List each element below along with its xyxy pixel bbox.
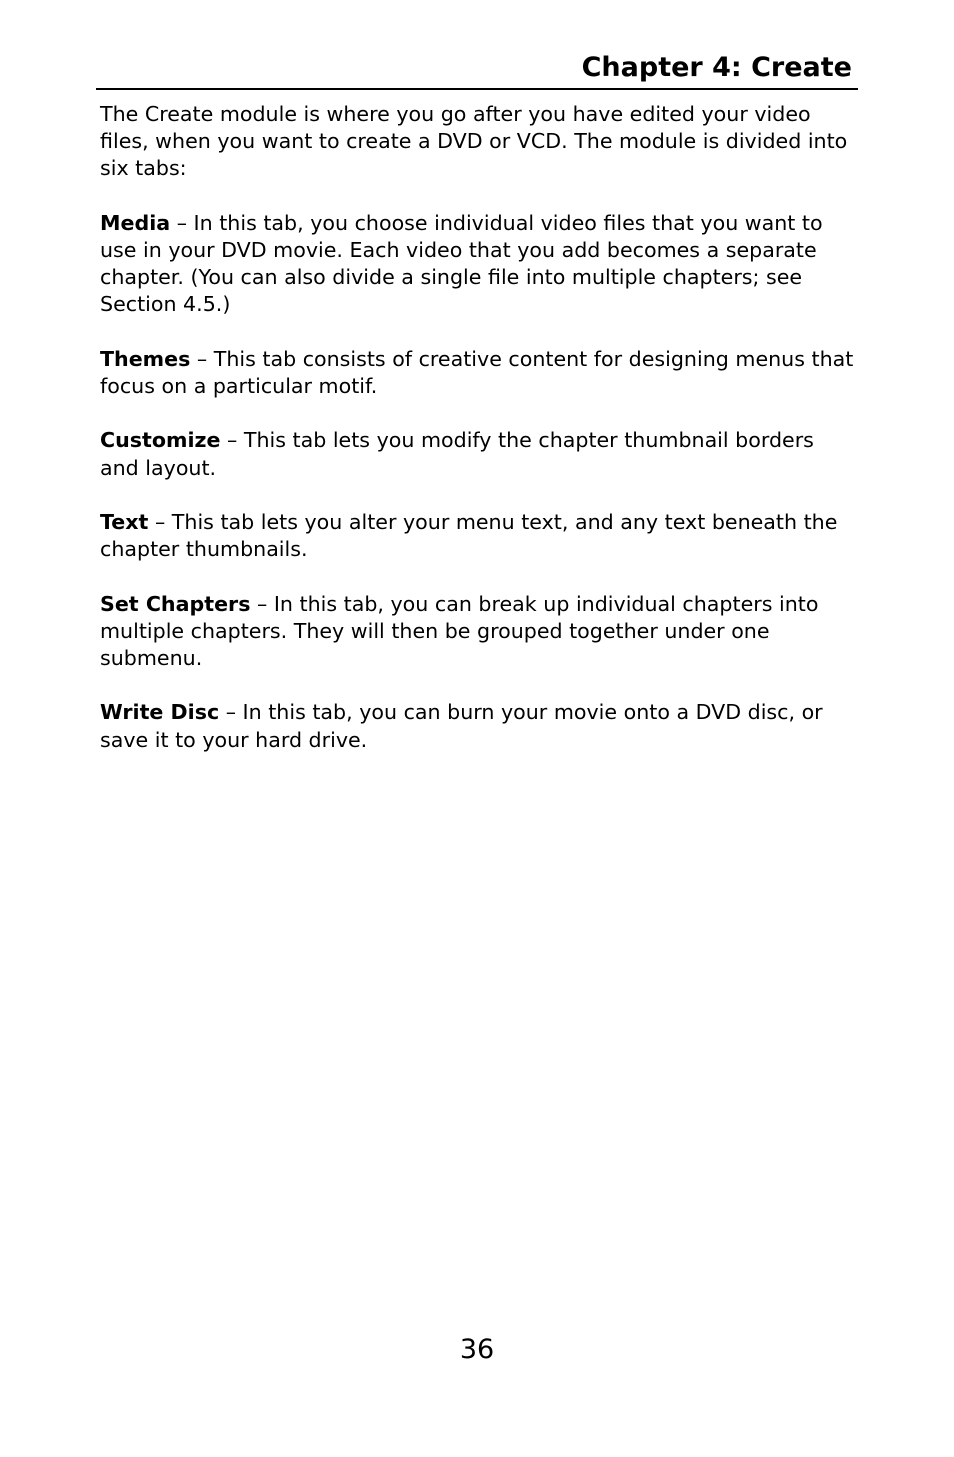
tab-description-text (100, 509, 855, 563)
tab-term-text: Text (100, 509, 149, 534)
intro-paragraph: The Create module is where you go after you have edited your video files, when you want to create a DVD or VCD. The module is divided into six tabs: (100, 102, 848, 181)
tab-text-text: – This tab lets you alter your menu text, and any text beneath the chapter thumbnails. (100, 509, 838, 562)
tab-description-media (100, 210, 855, 319)
tab-text-themes: – This tab consists of creative content for designing menus that focus on a particular motif. (100, 346, 854, 398)
chapter-title: Chapter 4: Create (581, 52, 852, 83)
page-header (96, 48, 858, 90)
tab-text-media: – In this tab, you choose individual video files that you want to use in your DVD movie. Each video that you add becomes a separate chapter. (You can also divide a single file into multiple chapters; see Section 4.5.) (100, 210, 823, 317)
tab-text-set-chapters: – In this tab, you can break up individual chapters into multiple chapters. They will then be grouped together under one submenu. (100, 591, 819, 670)
tab-description-themes (100, 346, 855, 400)
tab-term-set-chapters: Set Chapters (100, 591, 251, 616)
tab-description-write-disc (100, 699, 855, 753)
tab-term-write-disc: Write Disc (100, 700, 220, 725)
page-body (100, 101, 855, 781)
tab-description-set-chapters (100, 591, 855, 673)
tab-text-write-disc: – In this tab, you can burn your movie onto a DVD disc, or save it to your hard drive. (100, 700, 823, 752)
tab-term-themes: Themes (100, 346, 191, 371)
tab-term-media: Media (100, 210, 171, 235)
page-number: 36 (459, 1334, 495, 1365)
tab-description-customize (100, 427, 855, 481)
tab-text-customize: – This tab lets you modify the chapter thumbnail borders and layout. (100, 428, 814, 480)
tab-term-customize: Customize (100, 428, 221, 453)
